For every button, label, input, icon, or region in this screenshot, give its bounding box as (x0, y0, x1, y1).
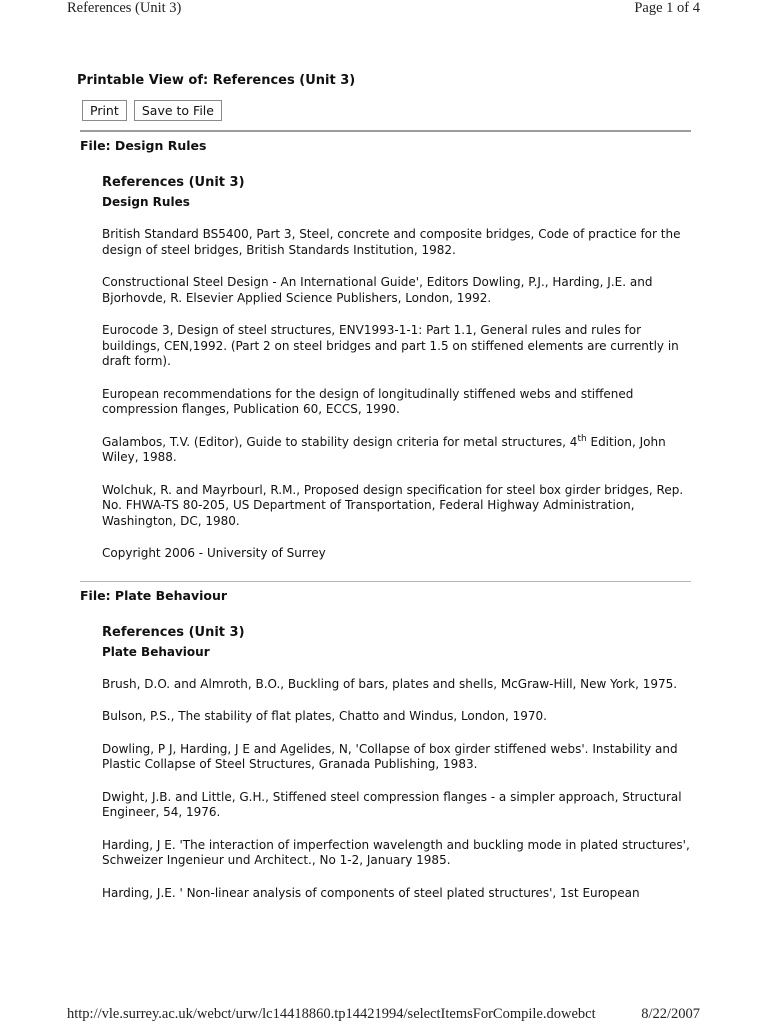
print-header-title: References (Unit 3) (67, 0, 182, 16)
reference-item: Bulson, P.S., The stability of flat plates, Chatto and Windus, London, 1970. (102, 709, 547, 723)
reference-item: Eurocode 3, Design of steel structures, ENV1993-1-1: Part 1.1, General rules and rules for buildings, CEN,1992. (Part 2 on steel bridges and part 1.5 on stiffened elements are currently in draft form). (102, 323, 679, 368)
reference-item (102, 435, 692, 466)
section-subtitle: Design Rules (102, 195, 190, 209)
section-subtitle: Plate Behaviour (102, 644, 210, 659)
save-to-file-button[interactable]: Save to File (134, 100, 222, 121)
print-footer-date: 8/22/2007 (641, 1006, 700, 1022)
file-section-design-rules (77, 138, 691, 562)
button-row (82, 100, 691, 122)
page-title: Printable View of: References (Unit 3) (77, 73, 356, 88)
print-header (67, 0, 700, 20)
reference-item: Dwight, J.B. and Little, G.H., Stiffened steel compression flanges - a simpler approach, Structural Engineer, 54, 1976. (102, 789, 682, 819)
superscript-ordinal: th (577, 433, 587, 444)
reference-item: Brush, D.O. and Almroth, B.O., Buckling of bars, plates and shells, McGraw-Hill, New York, 1975. (102, 676, 678, 691)
divider (80, 130, 691, 132)
section-body (102, 174, 692, 562)
reference-item: European recommendations for the design of longitudinally stiffened webs and stiffened compression flanges, Publication 60, ECCS, 1990. (102, 386, 634, 416)
section-title: References (Unit 3) (102, 175, 245, 190)
print-header-page-number: Page 1 of 4 (634, 0, 700, 16)
print-footer-url: http://vle.surrey.ac.uk/webct/urw/lc14418860.tp14421994/selectItemsForCompile.dowebct (67, 1006, 596, 1022)
copyright-notice: Copyright 2006 - University of Surrey (102, 546, 326, 560)
reference-item: Wolchuk, R. and Mayrbourl, R.M., Proposed design specification for steel box girder bridges, Rep. No. FHWA-TS 80-205, US Department of Transportation, Federal Highway Administration, Washington, DC, 1980. (102, 482, 684, 528)
print-footer (67, 1006, 700, 1024)
file-section-plate-behaviour (77, 588, 691, 902)
printable-view (77, 72, 691, 918)
file-label: File: Plate Behaviour (80, 587, 228, 603)
section-title: References (Unit 3) (102, 624, 245, 640)
reference-item: Dowling, P J, Harding, J E and Agelides, N, 'Collapse of box girder stiffened webs'. Instability and Plastic Collapse of Steel Structures, Granada Publishing, 1983. (102, 741, 678, 771)
reference-item: Constructional Steel Design - An International Guide', Editors Dowling, P.J., Harding, J.E. and Bjorhovde, R. Elsevier Applied Science Publishers, London, 1992. (102, 275, 653, 305)
section-body (102, 624, 692, 902)
reference-text: Edition, John Wiley, 1988. (102, 434, 666, 464)
reference-item: Harding, J.E. ' Non-linear analysis of components of steel plated structures', 1st European (102, 885, 640, 900)
divider (80, 581, 691, 582)
file-label: File: Design Rules (80, 138, 207, 153)
reference-text: Galambos, T.V. (Editor), Guide to stability design criteria for metal structures, 4 (102, 434, 578, 449)
reference-item: British Standard BS5400, Part 3, Steel, concrete and composite bridges, Code of practice for the design of steel bridges, British Standards Institution, 1982. (102, 227, 681, 257)
print-button[interactable]: Print (82, 100, 127, 121)
reference-item: Harding, J E. 'The interaction of imperfection wavelength and buckling mode in plated structures', Schweizer Ingenieur und Architect., No 1-2, January 1985. (102, 837, 690, 867)
